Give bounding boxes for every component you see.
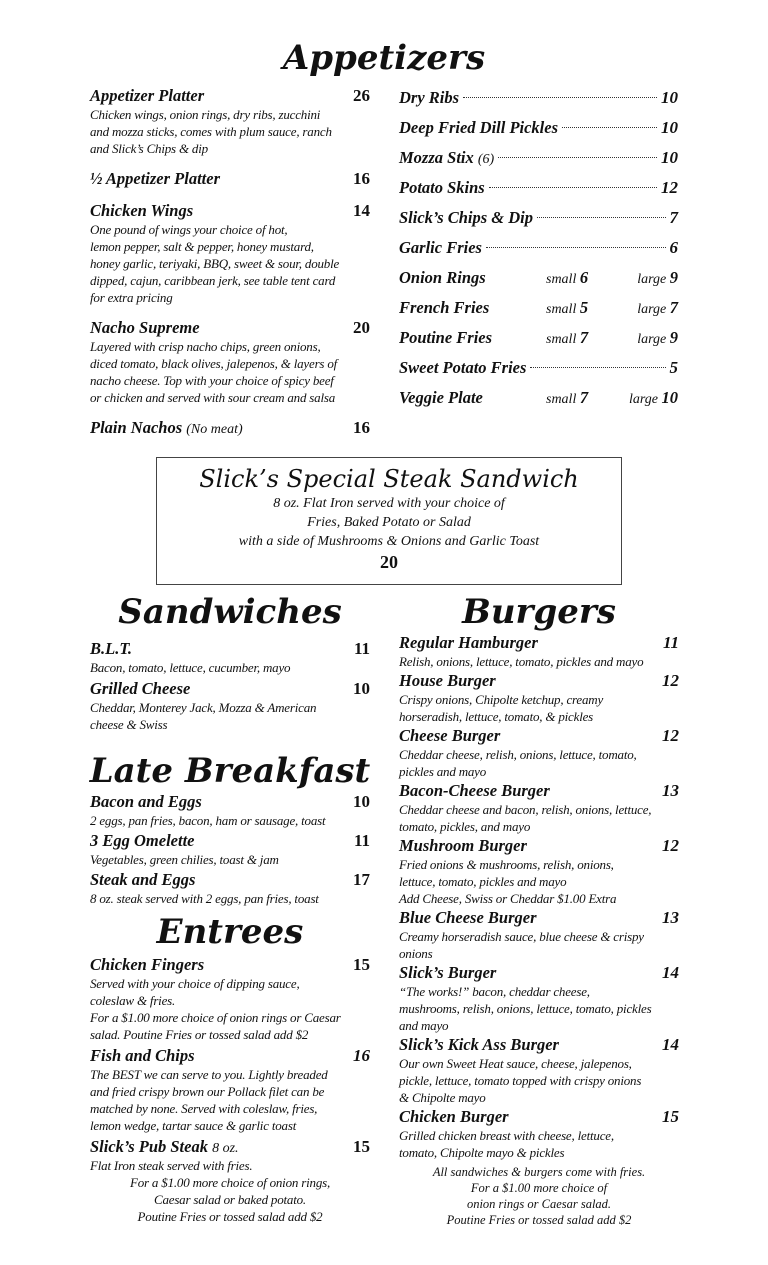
item-name <box>399 908 537 928</box>
large-price: 10 <box>661 388 678 407</box>
menu-item <box>399 671 679 725</box>
item-description: diced tomato, black olives, jalepenos, & layers of <box>90 356 338 371</box>
item-header <box>90 870 370 890</box>
item-description: Chicken wings, onion rings, dry ribs, zucchini <box>90 107 321 122</box>
item-description: Add Cheese, Swiss or Cheddar $1.00 Extra <box>399 891 617 906</box>
item-name <box>90 318 200 338</box>
item-name <box>399 963 496 983</box>
item-description: and mayo <box>399 1018 449 1033</box>
menu-item <box>399 1035 679 1106</box>
small-price: 7 <box>579 328 589 347</box>
small-price: 5 <box>579 298 589 317</box>
item-name <box>399 781 550 801</box>
small-size <box>546 263 618 295</box>
item-header <box>399 963 679 983</box>
dot-leader <box>562 127 657 128</box>
item-note: (No meat) <box>186 422 243 437</box>
item-name-text: House Burger <box>399 671 496 690</box>
small-size <box>546 293 618 325</box>
special-line: 8 oz. Flat Iron served with your choice of <box>273 496 505 511</box>
item-name <box>90 831 194 851</box>
item-name-text: ½ Appetizer Platter <box>90 169 221 188</box>
item-name-text: Dry Ribs <box>399 88 460 107</box>
item-name-text: B.L.T. <box>90 639 133 658</box>
menu-item <box>90 201 370 306</box>
item-price: 16 <box>353 418 370 437</box>
item-name <box>399 143 494 175</box>
item-name-text: Blue Cheese Burger <box>399 908 537 927</box>
item-name-text: Cheese Burger <box>399 726 501 745</box>
menu-item <box>90 418 370 438</box>
item-header <box>399 633 679 653</box>
menu-item <box>399 113 678 143</box>
burgers-heading: Burgers <box>462 592 616 632</box>
appetizers-right-list <box>399 83 678 413</box>
item-name-text: Chicken Wings <box>90 201 194 220</box>
special-title: Slick’s Special Steak Sandwich <box>199 465 579 493</box>
menu-item <box>399 963 679 1034</box>
burger-note <box>399 1164 679 1228</box>
menu-item <box>399 353 678 383</box>
size-label: small <box>546 332 577 347</box>
item-description: Crispy onions, Chipolte ketchup, creamy <box>399 692 604 707</box>
item-description: onions <box>399 946 433 961</box>
menu-item <box>399 781 679 835</box>
item-name <box>399 726 500 746</box>
item-header <box>90 679 370 699</box>
item-description: Bacon, tomato, lettuce, cucumber, mayo <box>90 660 291 675</box>
item-price: 14 <box>353 201 370 220</box>
menu-item <box>399 233 678 263</box>
item-description: for extra pricing <box>90 290 173 305</box>
late-breakfast-list <box>90 792 370 909</box>
item-description: Relish, onions, lettuce, tomato, pickles and mayo <box>399 654 644 669</box>
item-price: 15 <box>353 1137 370 1156</box>
menu-item <box>399 633 679 670</box>
size-label: small <box>546 272 577 287</box>
dot-leader <box>486 247 666 248</box>
item-price: 26 <box>353 86 370 105</box>
small-price: 7 <box>579 388 589 407</box>
item-name <box>399 233 482 263</box>
item-name <box>90 870 195 890</box>
note-line: Poutine Fries or tossed salad add $2 <box>446 1213 632 1227</box>
item-description: and Slick’s Chips & dip <box>90 141 208 156</box>
item-name <box>90 169 220 189</box>
item-price: 13 <box>662 781 679 800</box>
item-description: Cheddar cheese and bacon, relish, onions, lettuce, <box>399 802 652 817</box>
item-header <box>399 908 679 928</box>
special-line: Fries, Baked Potato or Salad <box>307 515 471 530</box>
item-price: 10 <box>353 792 370 811</box>
item-name-text: Sweet Potato Fries <box>399 358 527 377</box>
size-label: small <box>546 392 577 407</box>
small-price: 6 <box>579 268 589 287</box>
sandwiches-heading: Sandwiches <box>118 592 342 632</box>
menu-item <box>90 1046 370 1134</box>
item-name-text: Nacho Supreme <box>90 318 200 337</box>
item-price: 10 <box>661 148 678 167</box>
dot-leader <box>489 187 657 188</box>
item-price: 6 <box>669 238 678 257</box>
item-name-text: Regular Hamburger <box>399 633 538 652</box>
appetizers-heading: Appetizers <box>282 38 486 78</box>
size-label: small <box>546 302 577 317</box>
size-label: large <box>628 392 658 407</box>
item-price: 11 <box>353 639 370 658</box>
menu-item <box>399 263 678 293</box>
dot-leader <box>537 217 665 218</box>
item-name <box>399 836 527 856</box>
entrees-list <box>90 955 370 1228</box>
item-name <box>90 1046 195 1066</box>
item-description: “The works!” bacon, cheddar cheese, <box>399 984 590 999</box>
item-description: pickles and mayo <box>399 764 487 779</box>
item-name-text: Appetizer Platter <box>90 86 205 105</box>
item-price: 20 <box>353 318 370 337</box>
item-description: & Chipolte mayo <box>399 1090 486 1105</box>
item-price: 10 <box>353 679 370 698</box>
item-name-text: Plain Nachos <box>90 418 183 437</box>
appetizers-left-list <box>90 86 370 450</box>
item-name-text: Slick’s Burger <box>399 963 497 982</box>
item-name <box>399 383 483 413</box>
menu-item <box>90 679 370 733</box>
item-name <box>399 1035 559 1055</box>
menu-item <box>90 831 370 868</box>
item-description: and mozza sticks, comes with plum sauce, ranch <box>90 124 332 139</box>
item-name-text: Potato Skins <box>399 178 485 197</box>
item-price: 12 <box>661 178 678 197</box>
menu-item <box>399 726 679 780</box>
item-price: 10 <box>661 88 678 107</box>
burgers-list <box>399 633 679 1162</box>
item-header <box>90 169 370 189</box>
item-name-text: Chicken Burger <box>399 1107 509 1126</box>
item-name <box>399 263 486 293</box>
item-name <box>90 86 204 106</box>
item-description: Poutine Fries or tossed salad add $2 <box>137 1209 323 1224</box>
item-description: mushrooms, relish, onions, lettuce, tomato, pickles <box>399 1001 652 1016</box>
item-name-text: Bacon and Eggs <box>90 792 202 811</box>
menu-item <box>399 836 679 907</box>
item-name <box>90 201 193 221</box>
menu-item <box>399 323 678 353</box>
item-name <box>399 353 526 383</box>
item-description: salad. Poutine Fries or tossed salad add $2 <box>90 1027 309 1042</box>
item-description: For a $1.00 more choice of onion rings or Caesar <box>90 1010 341 1025</box>
large-size <box>618 323 678 355</box>
item-description: dipped, cajun, caribbean jerk, see table tent card <box>90 273 336 288</box>
item-note: 8 oz. <box>212 1141 239 1156</box>
item-description: For a $1.00 more choice of onion rings, <box>129 1175 331 1190</box>
item-name-text: Mozza Stix <box>399 148 474 167</box>
item-description: nacho cheese. Top with your choice of spicy beef <box>90 373 334 388</box>
item-name <box>399 633 538 653</box>
menu-item <box>399 293 678 323</box>
item-name <box>90 418 243 440</box>
large-size <box>618 383 678 415</box>
item-name <box>90 1137 239 1159</box>
item-description: The BEST we can serve to you. Lightly breaded <box>90 1067 328 1082</box>
menu-item <box>90 86 370 157</box>
item-description: lemon pepper, salt & pepper, honey mustard, <box>90 239 314 254</box>
item-header <box>399 1035 679 1055</box>
item-price: 7 <box>669 208 678 227</box>
menu-item <box>90 639 370 676</box>
item-name <box>399 1107 509 1127</box>
item-name-text: Slick’s Pub Steak <box>90 1137 208 1156</box>
item-name-text: Mushroom Burger <box>399 836 527 855</box>
item-name-text: Garlic Fries <box>399 238 482 257</box>
late-breakfast-heading: Late Breakfast <box>89 751 371 791</box>
item-name <box>90 792 202 812</box>
item-name <box>399 671 496 691</box>
item-header <box>90 86 370 106</box>
item-name <box>399 293 489 323</box>
item-name-text: Fish and Chips <box>90 1046 195 1065</box>
item-header <box>90 1137 370 1157</box>
item-description: One pound of wings your choice of hot, <box>90 222 288 237</box>
item-name <box>399 173 485 203</box>
item-description: honey garlic, teriyaki, BBQ, sweet & sour, double <box>90 256 340 271</box>
item-name-text: Slick’s Kick Ass Burger <box>399 1035 559 1054</box>
item-name-text: Chicken Fingers <box>90 955 205 974</box>
item-name-text: Steak and Eggs <box>90 870 196 889</box>
item-price: 16 <box>353 169 370 188</box>
item-name-text: Onion Rings <box>399 268 486 287</box>
menu-item <box>399 203 678 233</box>
menu-item <box>90 1137 370 1225</box>
special-line: with a side of Mushrooms & Onions and Garlic Toast <box>238 534 540 549</box>
entrees-heading: Entrees <box>156 912 304 952</box>
large-price: 7 <box>669 298 678 317</box>
item-description: Layered with crisp nacho chips, green onions, <box>90 339 321 354</box>
item-description: Grilled chicken breast with cheese, lettuce, <box>399 1128 614 1143</box>
special-steak-sandwich-box <box>156 457 622 585</box>
size-label: large <box>637 302 667 317</box>
menu-item <box>90 792 370 829</box>
item-price: 5 <box>669 358 678 377</box>
menu-item <box>399 383 678 413</box>
menu-item <box>90 955 370 1043</box>
item-header <box>399 726 679 746</box>
item-description: Creamy horseradish sauce, blue cheese & crispy <box>399 929 644 944</box>
item-name-text: Poutine Fries <box>399 328 493 347</box>
note-line: For a $1.00 more choice of <box>470 1181 608 1195</box>
item-description: or chicken and served with sour cream and salsa <box>90 390 336 405</box>
item-description: Cheddar cheese, relish, onions, lettuce, tomato, <box>399 747 637 762</box>
item-header <box>90 318 370 338</box>
menu-item <box>399 1107 679 1161</box>
small-size <box>546 383 618 415</box>
dot-leader <box>463 97 657 98</box>
large-price: 9 <box>669 328 678 347</box>
item-price: 11 <box>353 831 370 850</box>
item-name-text: Veggie Plate <box>399 388 483 407</box>
item-description: Served with your choice of dipping sauce, <box>90 976 300 991</box>
item-description: Cheddar, Monterey Jack, Mozza & American <box>90 700 317 715</box>
menu-item <box>399 908 679 962</box>
item-header <box>90 955 370 975</box>
sandwiches-list <box>90 639 370 736</box>
item-name-text: Grilled Cheese <box>90 679 191 698</box>
menu-item <box>90 169 370 189</box>
item-description: lettuce, tomato, pickles and mayo <box>399 874 567 889</box>
size-label: large <box>637 272 667 287</box>
item-description: and fried crispy brown our Pollack filet can be <box>90 1084 325 1099</box>
item-header <box>90 792 370 812</box>
menu-item <box>399 143 678 173</box>
large-size <box>618 293 678 325</box>
item-description: matched by none. Served with coleslaw, fries, <box>90 1101 318 1116</box>
item-header <box>399 1107 679 1127</box>
item-description: tomato, pickles, and mayo <box>399 819 531 834</box>
item-description: tomato, Chipolte mayo & pickles <box>399 1145 565 1160</box>
menu-item <box>399 173 678 203</box>
item-name <box>90 955 204 975</box>
item-name <box>90 679 190 699</box>
item-description: 8 oz. steak served with 2 eggs, pan fries, toast <box>90 891 319 906</box>
item-name <box>399 83 459 113</box>
item-price: 10 <box>661 118 678 137</box>
dot-leader <box>530 367 665 368</box>
item-price: 16 <box>353 1046 370 1065</box>
size-label: large <box>637 332 667 347</box>
item-header <box>90 1046 370 1066</box>
item-description: cheese & Swiss <box>90 717 168 732</box>
large-price: 9 <box>669 268 678 287</box>
item-price: 12 <box>662 836 679 855</box>
item-description: Caesar salad or baked potato. <box>153 1192 306 1207</box>
item-note: (6) <box>477 152 495 167</box>
item-price: 15 <box>662 1107 679 1126</box>
item-name <box>399 323 492 353</box>
item-price: 15 <box>353 955 370 974</box>
item-description: Vegetables, green chilies, toast & jam <box>90 852 279 867</box>
item-name-text: Slick’s Chips & Dip <box>399 208 534 227</box>
item-name-text: Bacon-Cheese Burger <box>399 781 550 800</box>
dot-leader <box>498 157 657 158</box>
item-price: 13 <box>662 908 679 927</box>
item-price: 12 <box>662 671 679 690</box>
item-price: 11 <box>662 633 679 652</box>
note-line: onion rings or Caesar salad. <box>466 1197 612 1211</box>
menu-item <box>90 870 370 907</box>
item-header <box>399 836 679 856</box>
item-description: lemon wedge, tartar sauce & garlic toast <box>90 1118 297 1133</box>
item-name <box>399 203 533 233</box>
item-price: 12 <box>662 726 679 745</box>
item-header <box>90 201 370 221</box>
item-name <box>399 113 558 143</box>
item-price: 14 <box>662 963 679 982</box>
item-name-text: Deep Fried Dill Pickles <box>399 118 559 137</box>
item-header <box>399 781 679 801</box>
item-price: 17 <box>353 870 370 889</box>
small-size <box>546 323 618 355</box>
item-header <box>90 831 370 851</box>
large-size <box>618 263 678 295</box>
menu-item <box>399 83 678 113</box>
item-header <box>399 671 679 691</box>
item-description: 2 eggs, pan fries, bacon, ham or sausage, toast <box>90 813 326 828</box>
item-description: coleslaw & fries. <box>90 993 176 1008</box>
menu-item <box>90 318 370 406</box>
item-header <box>90 418 370 438</box>
special-price: 20 <box>380 552 398 572</box>
item-description: Our own Sweet Heat sauce, cheese, jalepenos, <box>399 1056 632 1071</box>
item-description: horseradish, lettuce, tomato, & pickles <box>399 709 594 724</box>
item-header <box>90 639 370 659</box>
item-name <box>90 639 132 659</box>
item-name-text: French Fries <box>399 298 490 317</box>
item-name-text: 3 Egg Omelette <box>90 831 195 850</box>
item-description: Fried onions & mushrooms, relish, onions, <box>399 857 614 872</box>
item-description: pickle, lettuce, tomato topped with crispy onions <box>399 1073 642 1088</box>
note-line: All sandwiches & burgers come with fries. <box>432 1165 646 1179</box>
item-price: 14 <box>662 1035 679 1054</box>
item-description: Flat Iron steak served with fries. <box>90 1158 253 1173</box>
